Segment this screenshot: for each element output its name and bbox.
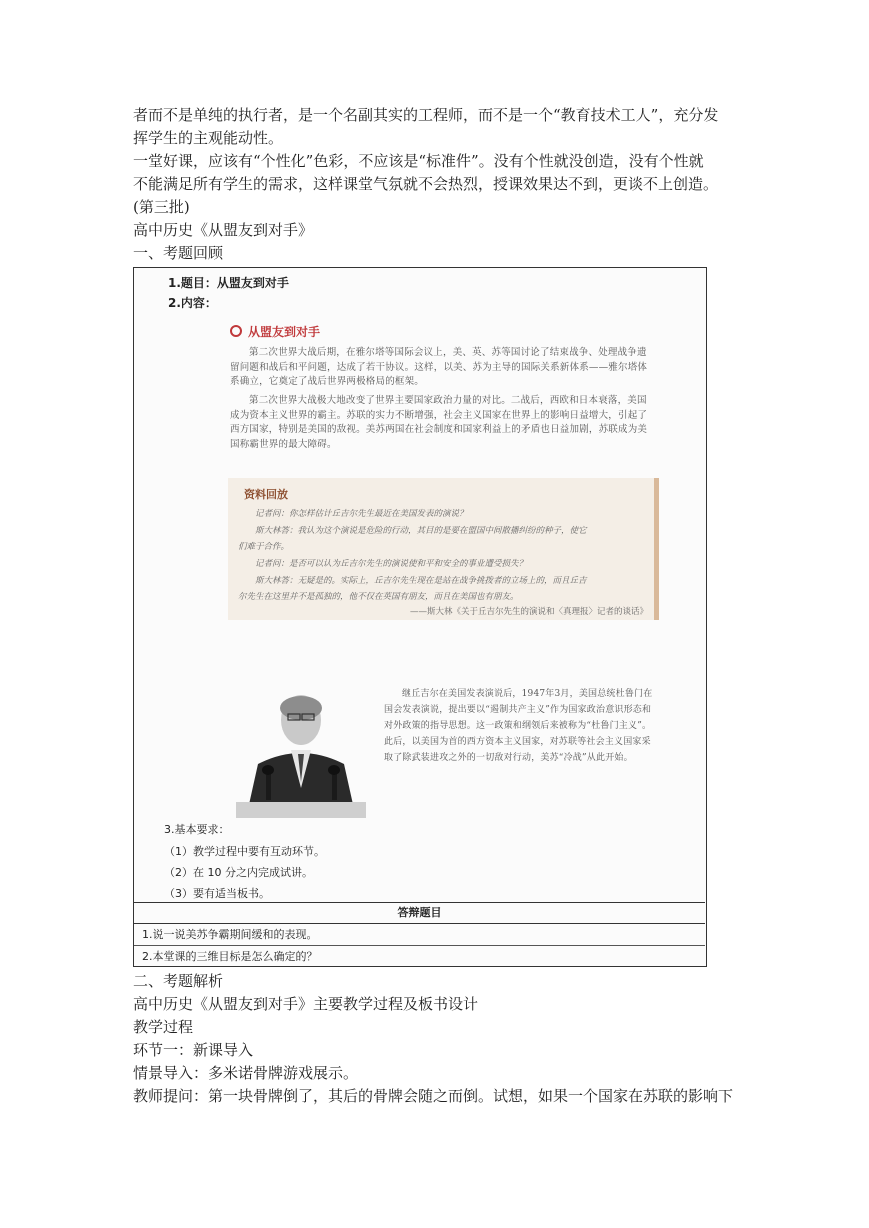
source-line: 斯大林答：我认为这个演说是危险的行动，其目的是要在盟国中间散播纠纷的种子，使它 xyxy=(255,526,587,536)
circle-bullet-icon xyxy=(230,325,242,337)
batch-label: (第三批) xyxy=(133,198,190,216)
source-line: 们难于合作。 xyxy=(238,542,290,552)
requirement-item: （2）在 10 分之内完成试讲。 xyxy=(164,866,313,879)
paragraph-line: 者而不是单纯的执行者，是一个名副其实的工程师，而不是一个“教育技术工人”，充分发 xyxy=(133,106,719,124)
paragraph-line: 不能满足所有学生的需求，这样课堂气氛就不会热烈，授课效果达不到，更谈不上创造。 xyxy=(133,175,719,193)
photo-caption: 继丘吉尔在美国发表演说后，1947年3月，美国总统杜鲁门在国会发表演说，提出要以“遏制共产主义”作为国家政治意识形态和对外政策的指导思想。这一政策和纲领后来被称为“杜鲁门主义”。此后，以美国为首的西方资本主义国家，对苏联等社会主义国家采取了除武装进攻之外的一切敌对行动，美苏“冷战”从此开始。 xyxy=(384,689,653,763)
requirement-item: （3）要有适当板书。 xyxy=(164,887,270,900)
content-label: 2.内容： xyxy=(168,296,217,310)
textbook-section-heading xyxy=(230,323,320,340)
defense-questions-table xyxy=(134,902,705,967)
step-1-label: 环节一：新课导入 xyxy=(133,1041,254,1059)
defense-question-row: 1.说一说美苏争霸期间缓和的表现。 xyxy=(134,924,705,946)
textbook-paragraph-2: 第二次世界大战极大地改变了世界主要国家政治力量的对比。二战后，西欧和日本衰落，美国成为资本主义世界的霸主。苏联的实力不断增强，社会主义国家在世界上的影响日益增大，引起了西方国家，特别是美国的敌视。美苏两国在社会制度和国家利益上的矛盾也日益加剧，苏联成为美国称霸世界的最大障碍。 xyxy=(230,395,648,450)
paragraph-line: 挥学生的主观能动性。 xyxy=(133,129,284,147)
paragraph-line: 一堂好课，应该有“个性化”色彩，不应该是“标准件”。没有个性就没创造，没有个性就 xyxy=(133,152,704,170)
source-line: 记者问：是否可以认为丘吉尔先生的演说使和平和安全的事业遭受损失？ xyxy=(255,559,528,569)
teaching-process-label: 教学过程 xyxy=(133,1018,194,1036)
scenario-intro: 情景导入：多米诺骨牌游戏展示。 xyxy=(133,1064,359,1082)
source-line: 斯大林答：无疑是的。实际上，丘吉尔先生现在是站在战争挑拨者的立场上的，而且丘吉 xyxy=(255,576,587,586)
requirements-label: 3.基本要求： xyxy=(164,823,230,836)
section-heading-review: 一、考题回顾 xyxy=(133,244,224,262)
source-material-box xyxy=(228,478,659,620)
section-heading-analysis: 二、考题解析 xyxy=(133,972,224,990)
source-citation: ——斯大林《关于丘吉尔先生的演说和〈真理报〉记者的谈话》 xyxy=(409,607,648,617)
truman-photo xyxy=(236,678,366,818)
analysis-title: 高中历史《从盟友到对手》主要教学过程及板书设计 xyxy=(133,995,479,1013)
topic-label: 1.题目：从盟友到对手 xyxy=(168,276,289,290)
exam-question-card xyxy=(133,267,707,967)
source-box-title: 资料回放 xyxy=(244,488,288,501)
source-line: 尔先生在这里并不是孤独的，他不仅在英国有朋友，而且在美国也有朋友。 xyxy=(238,592,519,602)
defense-question-row: 2.本堂课的三维目标是怎么确定的？ xyxy=(142,950,318,963)
defense-questions-header: 答辩题目 xyxy=(134,903,705,924)
teacher-question: 教师提问：第一块骨牌倒了，其后的骨牌会随之而倒。试想，如果一个国家在苏联的影响下 xyxy=(133,1087,734,1105)
requirement-item: （1）教学过程中要有互动环节。 xyxy=(164,845,325,858)
textbook-section-title: 从盟友到对手 xyxy=(248,325,321,339)
textbook-paragraph-1: 第二次世界大战后期，在雅尔塔等国际会议上，美、英、苏等国讨论了结束战争、处理战争遗留问题和战后和平问题，达成了若干协议。这样，以美、苏为主导的国际关系新体系——雅尔塔体系确立，它奠定了战后世界两极格局的框架。 xyxy=(230,347,648,387)
lesson-title: 高中历史《从盟友到对手》 xyxy=(133,221,314,239)
source-line: 记者问：你怎样估计丘吉尔先生最近在美国发表的演说？ xyxy=(255,509,468,519)
